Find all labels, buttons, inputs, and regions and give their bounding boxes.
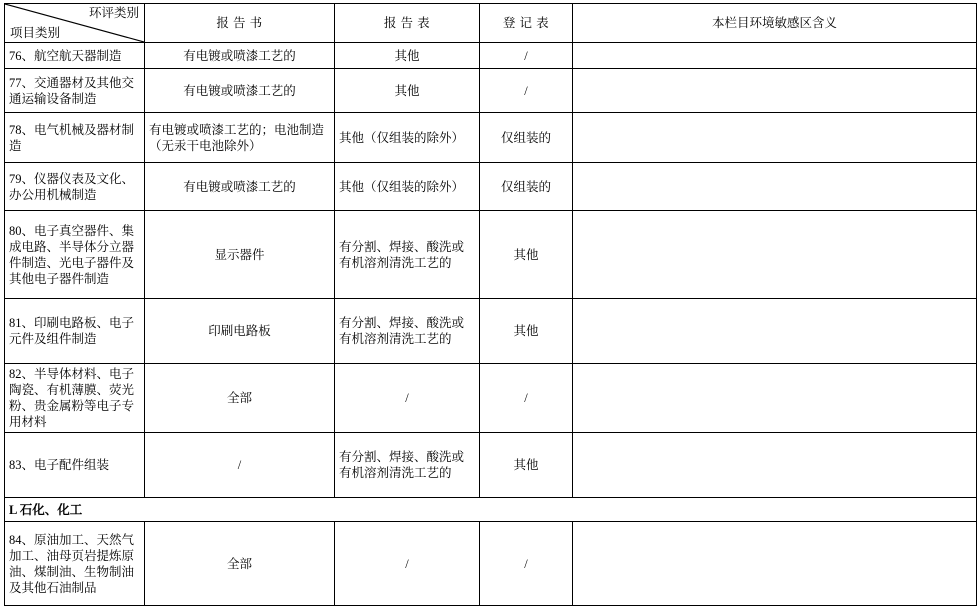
cell-registration-form: 其他	[480, 433, 573, 498]
cell-sensitive-area	[573, 43, 977, 69]
cell-sensitive-area	[573, 299, 977, 364]
cell-registration-form: 仅组装的	[480, 113, 573, 163]
header-registration-form: 登 记 表	[480, 4, 573, 43]
cell-report-form: 其他（仅组装的除外）	[335, 113, 480, 163]
cell-project-category: 76、航空航天器制造	[5, 43, 145, 69]
cell-sensitive-area	[573, 522, 977, 606]
header-corner-top-label: 环评类别	[88, 6, 139, 20]
cell-project-category: 84、原油加工、天然气加工、油母页岩提炼原油、煤制油、生物制油及其他石油制品	[5, 522, 145, 606]
header-sensitive-area: 本栏目环境敏感区含义	[573, 4, 977, 43]
cell-sensitive-area	[573, 211, 977, 299]
header-corner-bottom-label: 项目类别	[10, 26, 61, 40]
eia-category-table	[4, 3, 977, 606]
table-row	[5, 433, 977, 498]
table-row	[5, 43, 977, 69]
cell-report-book: 印刷电路板	[145, 299, 335, 364]
cell-report-form: 其他（仅组装的除外）	[335, 163, 480, 211]
header-report-form: 报 告 表	[335, 4, 480, 43]
cell-sensitive-area	[573, 163, 977, 211]
cell-registration-form: 其他	[480, 211, 573, 299]
cell-report-form: 其他	[335, 43, 480, 69]
table-row	[5, 113, 977, 163]
cell-registration-form: 仅组装的	[480, 163, 573, 211]
cell-report-form: 有分割、焊接、酸洗或有机溶剂清洗工艺的	[335, 433, 480, 498]
cell-report-form: 有分割、焊接、酸洗或有机溶剂清洗工艺的	[335, 299, 480, 364]
cell-report-form: /	[335, 364, 480, 433]
header-report-book: 报 告 书	[145, 4, 335, 43]
cell-report-book: 有电镀或喷漆工艺的；电池制造（无汞干电池除外）	[145, 113, 335, 163]
cell-registration-form: /	[480, 69, 573, 113]
cell-registration-form: 其他	[480, 299, 573, 364]
cell-project-category: 80、电子真空器件、集成电路、半导体分立器件制造、光电子器件及其他电子器件制造	[5, 211, 145, 299]
table-row	[5, 364, 977, 433]
cell-report-form: 有分割、焊接、酸洗或有机溶剂清洗工艺的	[335, 211, 480, 299]
header-corner-cell	[5, 4, 145, 43]
cell-registration-form: /	[480, 364, 573, 433]
cell-report-book: /	[145, 433, 335, 498]
cell-registration-form: /	[480, 522, 573, 606]
cell-report-book: 有电镀或喷漆工艺的	[145, 163, 335, 211]
cell-registration-form: /	[480, 43, 573, 69]
document-page	[0, 3, 980, 598]
cell-report-book: 有电镀或喷漆工艺的	[145, 43, 335, 69]
cell-report-book: 全部	[145, 364, 335, 433]
cell-project-category: 83、电子配件组装	[5, 433, 145, 498]
table-header-row	[5, 4, 977, 43]
cell-project-category: 82、半导体材料、电子陶瓷、有机薄膜、荧光粉、贵金属粉等电子专用材料	[5, 364, 145, 433]
table-row	[5, 211, 977, 299]
table-row	[5, 163, 977, 211]
cell-report-book: 有电镀或喷漆工艺的	[145, 69, 335, 113]
cell-sensitive-area	[573, 433, 977, 498]
cell-project-category: 77、交通器材及其他交通运输设备制造	[5, 69, 145, 113]
table-row	[5, 522, 977, 606]
table-row	[5, 299, 977, 364]
table-row	[5, 69, 977, 113]
cell-sensitive-area	[573, 364, 977, 433]
cell-sensitive-area	[573, 113, 977, 163]
cell-report-book: 全部	[145, 522, 335, 606]
cell-report-form: 其他	[335, 69, 480, 113]
cell-report-book: 显示器件	[145, 211, 335, 299]
cell-project-category: 78、电气机械及器材制造	[5, 113, 145, 163]
section-label: L 石化、化工	[5, 498, 977, 522]
cell-project-category: 79、仪器仪表及文化、办公用机械制造	[5, 163, 145, 211]
cell-report-form: /	[335, 522, 480, 606]
cell-sensitive-area	[573, 69, 977, 113]
cell-project-category: 81、印刷电路板、电子元件及组件制造	[5, 299, 145, 364]
table-section-row	[5, 498, 977, 522]
